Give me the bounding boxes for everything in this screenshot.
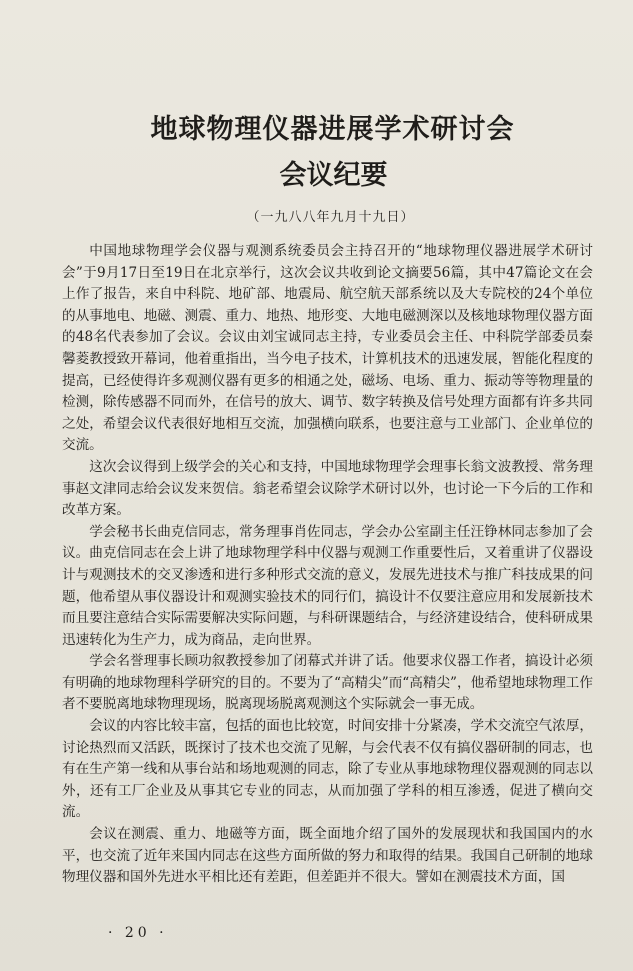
paragraph: 这次会议得到上级学会的关心和支持，中国地球物理学会理事长翁文波教授、常务理事赵文津同志给会议发来贺信。翁老希望会议除学术研讨以外，也讨论一下今后的工作和改革方案。 bbox=[62, 458, 593, 519]
paragraph: 学会名誉理事长顾功叙教授参加了闭幕式并讲了话。他要求仪器工作者，搞设计必须有明确的地球物理科学研究的目的。不要为了“高精尖”而“高精尖”，他希望地球物理工作者不要脱离地球物理现场，脱离现场脱离观测这个实际就会一事无成。 bbox=[62, 653, 593, 713]
paragraph: 会议在测震、重力、地磁等方面，既全面地介绍了国外的发展现状和我国国内的水平，也交流了近年来国内同志在这些方面所做的努力和取得的结果。我国自己研制的地球物理仪器和国外先进水平相比还有差距，但差距并不很大。譬如在测震技术方面，国 bbox=[62, 826, 593, 886]
paragraph: 中国地球物理学会仪器与观测系统委员会主持召开的“地球物理仪器进展学术研讨会”于9月17日至19日在北京举行，这次会议共收到论文摘要56篇，其中47篇论文在会上作了报告，来自中科院、地矿部、地震局、航空航天部系统以及大专院校的24个单位的从事地电、地磁、测震、重力、地热、地形变、大地电磁测深以及核地球物理仪器方面的48名代表参加了会议。会议由刘宝诚同志主持，专业委员会主任、中科院学部委员秦馨菱教授致开幕词，他着重指出，当今电子技术，计算机技术的迅速发展，智能化程度的提高，已经使得许多观测仪器有更多的相通之处，磁场、电场、重力、振动等等物理量的检测，除传感器不同而外，在信号的放大、调节、数字转换及信号处理方面都有许多共同之处，希望会议代表很好地相互交流，加强横向联系，也要注意与工业部门、企业单位的交流。 bbox=[62, 243, 593, 454]
document-body bbox=[62, 241, 593, 889]
document-date: （一九八八年九月十九日） bbox=[246, 210, 415, 225]
document-title: 地球物理仪器进展学术研讨会 bbox=[150, 114, 515, 145]
document-subtitle: 会议纪要 bbox=[279, 160, 388, 191]
paragraph: 学会秘书长曲克信同志，常务理事肖佐同志，学会办公室副主任汪铮林同志参加了会议。曲克信同志在会上讲了地球物理学科中仪器与观测工作重要性后，又着重讲了仪器设计与观测技术的交叉渗透和进行多种形式交流的意义，发展先进技术与推广科技成果的问题，他希望从事仪器设计和观测实验技术的同行们，搞设计不仅要注意应用和发展新技术而且要注意结合实际需要解决实际问题，与科研课题结合，与经济建设结合，使科研成果迅速转化为生产力，成为商品，走向世界。 bbox=[62, 523, 593, 648]
paragraph: 会议的内容比较丰富，包括的面也比较宽，时间安排十分紧凑，学术交流空气浓厚，讨论热烈而又活跃，既探讨了技术也交流了见解，与会代表不仅有搞仪器研制的同志，也有在生产第一线和从事台站和场地观测的同志，除了专业从事地球物理仪器观测的同志以外，还有工厂企业及从事其它专业的同志，从而加强了学科的相互渗透，促进了横向交流。 bbox=[62, 718, 593, 821]
page-number: · 20 · bbox=[108, 925, 168, 941]
